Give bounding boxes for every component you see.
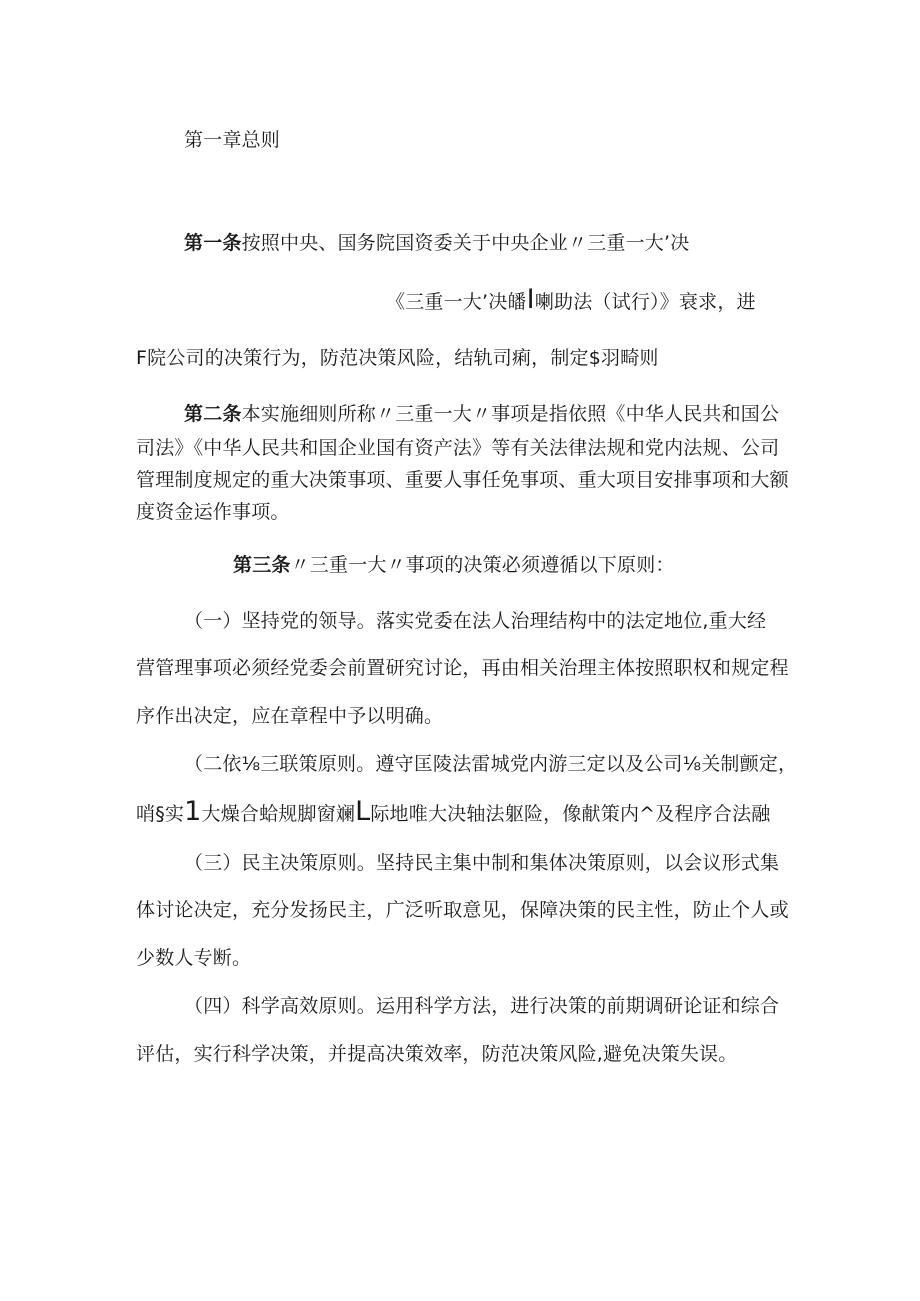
article2-line4 [136,499,290,525]
principle3-line3-text: 少数人专断。 [136,947,252,969]
principle3-line2-text: 体讨论决定，充分发扬民主，广泛听取意见，保障决策的民主性，防止个人或 [136,899,789,921]
principle1-line1 [184,608,766,634]
principle4-line2-text: 评估，实行科学决策，并提高决策效率，防范决策风险,避免决策失误。 [136,1043,738,1065]
principle4-line2 [136,1041,737,1067]
article2-line1-text: 本实施细则所称〃三重一大〃事项是指依照《中华人民共和国公 [241,403,780,425]
article1-line3 [136,345,659,371]
principle2-line2-b: 大燥合蛤规脚窗斓 [201,803,356,825]
principle4-line1-text: （四）科学高效原则。运用科学方法，进行决策的前期调研论证和综合 [184,995,780,1017]
principle1-line2-text: 营管理事项必须经党委会前置研究讨论，再由相关治理主体按照职权和规定程 [136,657,789,679]
article1-line1-text: 按照中央、国务院国资委关于中央企业〃三重一大’决 [241,232,690,254]
principle3-line1-text: （三）民主决策原则。坚持民主集中制和集体决策原则，以会议形式集 [184,852,780,874]
chapter-title [184,127,280,153]
principle1-line2 [136,655,789,681]
principle1-line3 [136,703,443,729]
principle2-line2-glyph-2: L [355,796,371,827]
article2-line2-text: 司法》《中华人民共和国企业国有资产法》等有关法律法规和党内法规、公司 [136,437,780,459]
principle3-line1 [184,850,779,876]
principle2-line2-glyph-1: 1 [184,796,202,827]
principle1-line3-text: 序作出决定，应在章程中予以明确。 [136,705,444,727]
principle4-line1 [184,993,779,1019]
article2-label: 第二条 [184,403,242,425]
principle3-line3 [136,945,251,971]
article1-line2-tail: 喇助法（试行）》衰求，进 [534,291,756,313]
chapter-title-text: 第一章总则 [184,129,281,151]
article1-label: 第一条 [184,232,242,254]
article2-line1 [184,401,779,427]
principle2-line2 [136,796,771,827]
article2-line2 [136,435,779,461]
article2-line3-text: 管理制度规定的重大决策事项、重要人事任免事项、重大项目安排事项和大额 [136,469,789,491]
principle2-line2-a: 哨§实 [136,803,185,825]
principle1-line1-text: （一）坚持党的领导。落实党委在法人治理结构中的法定地位,重大经 [184,610,767,632]
principle2-line2-c: 际地唯大决轴法躯险，像献策内^及程序合法融 [370,803,771,825]
principle2-line1 [184,751,797,777]
article3-label: 第三条 [233,554,291,576]
article2-line4-text: 度资金运作事项。 [136,501,290,523]
article3-text: 〃三重一大〃事项的决策必须遵循以下原则： [290,554,675,576]
article1-line2-glyph: I [526,284,535,315]
article2-line3 [136,467,789,493]
article1-line2 [386,284,756,315]
principle3-line2 [136,897,789,923]
article1-line1 [184,230,689,256]
article1-line3-text: F院公司的决策行为，防范决策风险，结轨司痢，制定$羽畸则 [136,347,659,369]
article3-line [233,552,675,578]
principle2-line1-text: （二依⅛三联策原则。遵守匡陵法雷城党内游三定以及公司⅛关制颤定， [184,753,798,775]
article1-line2-text: 《三重一大’决皤 [386,291,527,313]
